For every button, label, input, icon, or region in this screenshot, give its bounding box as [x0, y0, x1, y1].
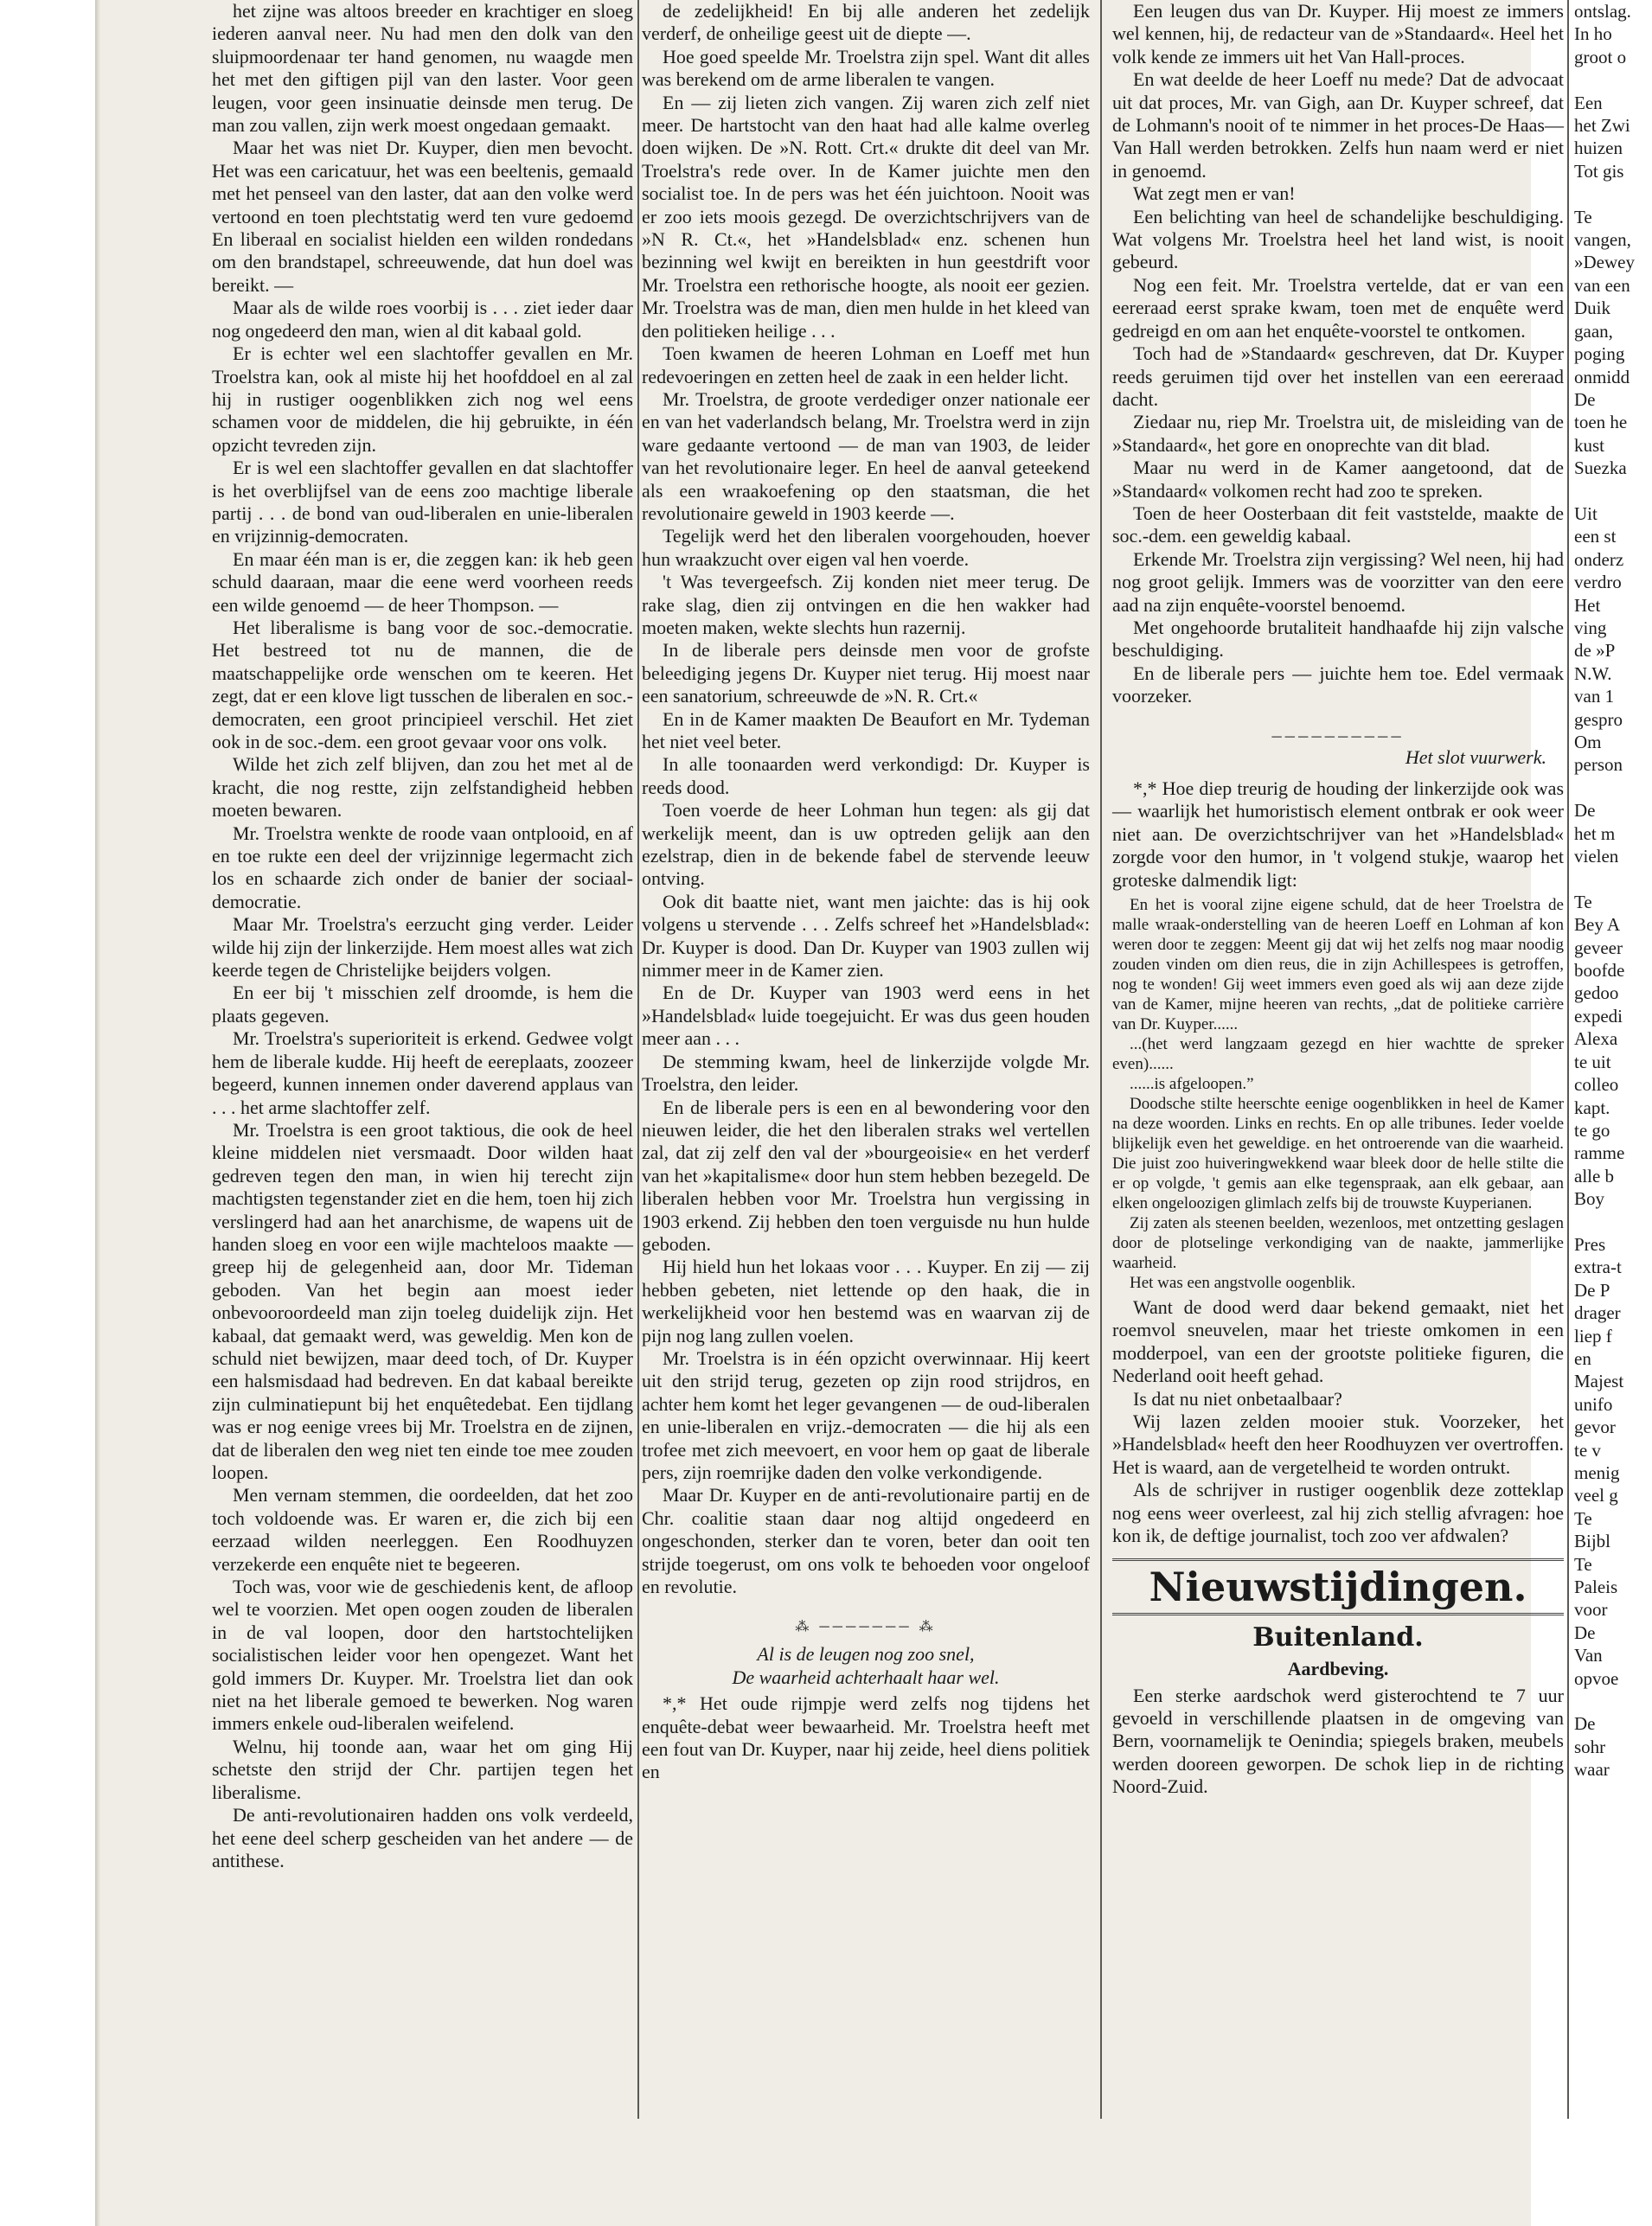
paragraph: 't Was tevergeefsch. Zij konden niet meer terug. De rake slag, dien zij ontvingen en die hen wakker had moeten maken, wekte slechts hun razernij. [642, 571, 1090, 638]
edge-text-fragment: verdro [1574, 572, 1622, 593]
edge-text-fragment: Alexa [1574, 1028, 1618, 1050]
paragraph: Het liberalisme is bang voor de soc.-democratie. Het bestreed tot nu de mannen, die de maatschappelijke orde wenschen om te keeren. Het zegt, dat er een klove ligt tusschen de liberalen en soc.-democraten, een groot principieel verschil. Het ziet ook in de soc.-dem. een groot gevaar voor ons volk. [212, 616, 633, 752]
column-1 [212, 0, 633, 1872]
paragraph: Mr. Troelstra, de groote verdediger onzer nationale eer en van het vaderlandsch belang, Mr. Troelstra werd in zijn ware gedaante vertoond — de man van 1903, de leider van het revolutionaire leger. En heel de aanval geteekend als een wraakoefening op den staatsman, die het revolutionaire geweld in 1903 keerde —. [642, 387, 1090, 524]
paragraph: Met ongehoorde brutaliteit handhaafde hij zijn valsche beschuldiging. [1112, 616, 1564, 662]
paragraph: Toen voerde de heer Lohman hun tegen: als gij dat werkelijk meent, dan is uw optreden gelijk aan den ezelstrap, dien in de bekende fabel de stervende leeuw ontving. [642, 799, 1090, 890]
verse-line: De waarheid achterhaalt haar wel. [732, 1666, 1000, 1688]
paragraph: Wat zegt men er van! [1133, 182, 1296, 205]
column-2 [642, 0, 1090, 1784]
edge-text-fragment: alle b [1574, 1165, 1615, 1187]
newspaper-page [95, 0, 1635, 2226]
paragraph: ......is afgeloopen.” [1130, 1075, 1254, 1094]
edge-text-fragment: ving [1574, 617, 1607, 638]
column-rule [1567, 0, 1569, 2119]
edge-text-fragment: Pres [1574, 1233, 1606, 1255]
edge-text-fragment: onmidd [1574, 366, 1630, 387]
paragraph: Wilde het zich zelf blijven, dan zou het met al de kracht, die nog restte, zijn zelfstandigheid hebben moeten bewaren. [212, 753, 633, 822]
edge-text-fragment: gaan, [1574, 320, 1613, 342]
paragraph: Hoe goed speelde Mr. Troelstra zijn spel. Want dit alles was berekend om de arme liberalen te vangen. [642, 45, 1090, 91]
edge-text-fragment: boofde [1574, 960, 1625, 982]
edge-text-fragment: en [1574, 1347, 1591, 1369]
paragraph: Maar als de wilde roes voorbij is . . . ziet ieder daar nog ongedeerd den man, wien al dit kabaal gold. [212, 297, 633, 342]
paragraph: Hij hield hun het lokaas voor . . . Kuyper. En zij — zij hebben gebeten, niet lettende op den haak, die in werkelijkheid voor hen bestemd was en waarvan zij de pijn nog lang zullen voelen. [642, 1256, 1090, 1346]
edge-text-fragment: ramme [1574, 1142, 1625, 1164]
edge-text-fragment [1574, 1690, 1652, 1712]
edge-text-fragment: Te [1574, 891, 1592, 912]
edge-text-fragment: Een [1574, 92, 1603, 113]
subsection-title: Buitenland. [1252, 1622, 1424, 1653]
edge-text-fragment: liep f [1574, 1325, 1612, 1346]
edge-text-fragment: poging [1574, 343, 1625, 365]
edge-text-fragment: Het [1574, 594, 1601, 616]
paragraph: Erkende Mr. Troelstra zijn vergissing? Wel neen, hij had nog groot gelijk. Immers was de voorzitter van den eere aad na zijn enquête-voorstel benoemd. [1112, 547, 1564, 616]
paragraph: het zijne was altoos breeder en krachtiger en sloeg iederen aanval neer. Nu had men den dolk van den sluipmoordenaar ter hand genomen, nu waagde men het met den giftigen pijl van den laster. Voor geen leugen, voor geen insinuatie deinsde men terug. De man zou vallen, zijn werk moest ongedaan gemaakt. [212, 0, 633, 137]
paragraph: En in de Kamer maakten De Beaufort en Mr. Tydeman het niet veel beter. [642, 707, 1090, 752]
edge-text-fragment: De [1574, 800, 1596, 822]
paragraph: Een sterke aardschok werd gisterochtend te 7 uur gevoeld in verschillende plaatsen in de omgeving van Bern, voornamelijk te Oenindia; spiegels braken, meubels werden dooreen geworpen. De schok liep in de richting Noord-Zuid. [1112, 1684, 1564, 1798]
quoted-passage [1112, 895, 1564, 1293]
verse-line: Al is de leugen nog zoo snel, [757, 1643, 975, 1666]
paragraph: In de liberale pers deinsde men voor de grofste beleediging jegens Dr. Kuyper niet terug. Hij moest naar een sanatorium, schreeuwde de »N. R. Crt.« [642, 639, 1090, 707]
edge-text-fragment: toen he [1574, 412, 1628, 433]
edge-text-fragment: te go [1574, 1119, 1610, 1141]
paragraph: Is dat nu niet onbetaalbaar? [1133, 1387, 1342, 1410]
paragraph: En de liberale pers is een en al bewondering voor den nieuwen leider, die het den liberalen straks wel vertellen zal, dat zij zelf den val der »bourgeoisie« en het verderf van het »kapitalisme« door hun stem hebben bezegeld. De liberalen hebben voor Mr. Troelstra hun vergissing in 1903 erkend. Zij hebben den toen verguisde nu hun hulde geboden. [642, 1096, 1090, 1255]
edge-text-fragment: Te [1574, 1507, 1592, 1529]
edge-text-fragment: Majest [1574, 1371, 1624, 1392]
paragraph: Want de dood werd daar bekend gemaakt, niet het roemvol sneuvelen, maar het trieste omkomen in een modderpoel, van een der grootste politieke figuren, die Nederland ooit heeft gehad. [1112, 1296, 1564, 1387]
paragraph: Een leugen dus van Dr. Kuyper. Hij moest ze immers wel kennen, hij, de redacteur van de »Standaard«. Heel het volk kende ze immers uit het Van Hall-proces. [1112, 0, 1564, 67]
edge-text-fragment: sohr [1574, 1736, 1606, 1757]
paragraph: Mr. Troelstra is in één opzicht overwinnaar. Hij keert uit den strijd terug, gezeten op zijn rood strijdros, en achter hem komt het leger gevangenen — de oud-liberalen en unie-liberalen en vrijz.-democraten — die hij als een trofee met zich meevoert, en voor hem op gaat de liberale pers, zijn roemrijke daden den volke verkondigende. [642, 1346, 1090, 1483]
edge-text-fragment: In ho [1574, 23, 1612, 45]
edge-text-fragment: Bijbl [1574, 1531, 1611, 1552]
column-rule [1100, 0, 1102, 2119]
edge-text-fragment: Om [1574, 732, 1602, 752]
edge-text-fragment: Duik [1574, 297, 1610, 319]
edge-text-fragment: Uit [1574, 502, 1598, 524]
edge-text-fragment: De [1574, 388, 1596, 410]
paragraph: *,* Hoe diep treurig de houding der linkerzijde ook was — waarlijk het humoristisch element ontbrak er ook weer niet aan. De overzichtschrijver van het »Handelsblad« zorgde voor den humor, in 't volgend stukje, waarop het groteske dalmendik ligt: [1112, 777, 1564, 891]
paragraph: Toen kwamen de heeren Lohman en Loeff met hun redevoeringen en zetten heel de zaak in een helder licht. [642, 342, 1090, 387]
edge-text-fragment: gevor [1574, 1417, 1616, 1438]
paragraph: En het is vooral zijne eigene schuld, dat de heer Troelstra de malle wraak-onderstelling van de heeren Loeff en Lohman af kon weren door te zeggen: Meent gij dat wij het zelfs nog maar noodig zouden vinden om dien reus, die in zijn Achillespees is getroffen, nog te wonden! Gij weet immers even goed als wij aan deze zijde van de Kamer, mijne heeren van rechts, „dat de politieke carrière van Dr. Kuyper...... [1112, 896, 1564, 1034]
paragraph: En maar één man is er, die zeggen kan: ik heb geen schuld daaraan, maar die eene werd voorheen reeds een wilde genoemd — de heer Thompson. — [212, 547, 633, 616]
edge-text-fragment: Te [1574, 206, 1592, 227]
paragraph: En de Dr. Kuyper van 1903 werd eens in het »Handelsblad« luide toegejuicht. Er was dus geen houden meer aan . . . [642, 982, 1090, 1050]
paragraph: Men vernam stemmen, die oordeelden, dat het zoo toch voldoende was. Er waren er, die zich bij een eerzaad wilden neerleggen. Een Roodhuyzen verzekerde een enquête niet te begeeren. [212, 1484, 633, 1575]
ornament-divider: ────────── [1271, 729, 1405, 745]
paragraph: Maar Dr. Kuyper en de anti-revolutionaire partij en de Chr. coalitie staan daar nog altijd ongedeerd en ongeschonden, sterker dan te voren, beter dan ooit ten strijde toegerust, om ons volk te behoeden voor ongeloof en revolutie. [642, 1484, 1090, 1598]
edge-text-fragment: person [1574, 754, 1623, 776]
paragraph: Maar het was niet Dr. Kuyper, dien men bevocht. Het was een caricatuur, het was een beeltenis, gemaald met het penseel van den laster, dat aan den volke werd vertoond en toen plechtstatig werd ten vure gedoemd En liberaal en socialist hielden een wilden rondedans om den brandstapel, schreeuwende, dat hun doel was bereikt. — [212, 137, 633, 296]
paragraph: Doodsche stilte heerschte eenige oogenblikken in heel de Kamer na deze woorden. Links en rechts. En op alle tribunes. Ieder voelde blijkelijk even het geweldige. en het ontroerende van die waarheid. Die juist zoo huiveringwekkend waar bleek door de helle stilte die er op volgde, 't gemis aan elke tegenspraak, aan elk gebaar, aan elken ongeloozigen glimlach zelfs bij de trouwste Kuyperianen. [1112, 1095, 1564, 1213]
paragraph: de zedelijkheid! En bij alle anderen het zedelijk verderf, de onheilige geest uit de diepte —. [642, 0, 1090, 45]
paragraph: Er is wel een slachtoffer gevallen en dat slachtoffer is het overblijfsel van de eens zoo machtige liberale partij . . . de bond van oud-liberalen en unie-liberalen en vrijzinnig-democraten. [212, 457, 633, 547]
paragraph: Ziedaar nu, riep Mr. Troelstra uit, de misleiding van de »Standaard«, het gore en onoprechte van dit blad. [1112, 411, 1564, 456]
edge-text-fragment: gespro [1574, 708, 1623, 730]
edge-text-fragment: waar [1574, 1759, 1610, 1781]
paragraph: De anti-revolutionairen hadden ons volk verdeeld, het eene deel scherp gescheiden van het andere — de antithese. [212, 1804, 633, 1871]
paragraph: De stemming kwam, heel de linkerzijde volgde Mr. Troelstra, den leider. [642, 1050, 1090, 1096]
edge-text-fragment: De [1574, 1622, 1596, 1643]
ornament-divider: ⁂ ─────── ⁂ [795, 1620, 937, 1635]
edge-text-fragment: Paleis [1574, 1577, 1618, 1598]
paragraph: *,* Het oude rijmpje werd zelfs nog tijdens het enquête-debat weer bewaarheid. Mr. Troelstra heeft met een fout van Dr. Kuyper, naar hij zeide, heel diens politiek en [642, 1692, 1090, 1783]
paragraph: Toen de heer Oosterbaan dit feit vaststelde, maakte de soc.-dem. een geweldig kabaal. [1112, 502, 1564, 547]
paragraph: Een belichting van heel de schandelijke beschuldiging. Wat volgens Mr. Troelstra heel het land wist, is nooit gebeurd. [1112, 205, 1564, 273]
edge-text-fragment [1574, 68, 1652, 91]
edge-text-fragment: unifo [1574, 1393, 1613, 1415]
paragraph: Toch was, voor wie de geschiedenis kent, de afloop wel te voorzien. Met open oogen zouden de liberalen in de val loopen, door den hartstochtelijken socialistischen leider voor hen opengezet. Want het gold immers Dr. Kuyper. Mr. Troelstra liet dan ook niet na het liberale gemoed te bewerken. Nog waren immers enkele oud-liberalen weifelend. [212, 1576, 633, 1735]
edge-text-fragment: kust [1574, 434, 1605, 456]
edge-text-fragment: extra-t [1574, 1257, 1622, 1278]
paragraph: En wat deelde de heer Loeff nu mede? Dat de advocaat uit dat proces, Mr. van Gigh, aan Dr. Kuyper schreef, dat de Lohmann's nooit of te nimmer in het proces-De Haas—Van Hall werden betrokken. Zelfs hun naam werd er niet in genoemd. [1112, 68, 1564, 182]
subheading: Het slot vuurwerk. [1405, 745, 1546, 768]
paragraph: In alle toonaarden werd verkondigd: Dr. Kuyper is reeds dood. [642, 753, 1090, 798]
paragraph: Als de schrijver in rustiger oogenblik deze zotteklap nog eens weer overleest, zal hij zich stellig afvragen: hoe kon ik, de deftige journalist, toch zoo ver afdwalen? [1112, 1479, 1564, 1547]
paragraph: Nog een feit. Mr. Troelstra vertelde, dat er van een eereraad eerst sprake kwam, toen met de enquête werd gedreigd en om aan het enquête-voorstel te ontkomen. [1112, 273, 1564, 342]
edge-text-fragment [1574, 777, 1652, 799]
paragraph: Tegelijk werd het den liberalen voorgehouden, hoever hun wraakzucht over eigen val hen voerde. [642, 525, 1090, 570]
edge-text-fragment: de »P [1574, 640, 1616, 662]
verse [642, 1643, 1090, 1689]
edge-text-fragment [1574, 480, 1652, 502]
paragraph: Ook dit baatte niet, want men jaichte: das is hij ook volgens u stervende . . . Zelfs schreef het »Handelsblad«: Dr. Kuyper is dood. Dan Dr. Kuyper van 1903 zullen wij nimmer meer in de Kamer zien. [642, 890, 1090, 982]
column-rule [637, 0, 639, 2119]
edge-text-fragment: Te [1574, 1553, 1592, 1575]
edge-text-fragment: Suezka [1574, 457, 1627, 479]
edge-text-fragment: te uit [1574, 1051, 1611, 1072]
edge-text-fragment: Boy [1574, 1188, 1605, 1210]
paragraph: Maar Mr. Troelstra's eerzucht ging verder. Leider wilde hij zijn der linkerzijde. Hem moest alles wat zich keerde tegen de Christelijke beijders volgen. [212, 913, 633, 982]
edge-text-fragment: van een [1574, 274, 1630, 296]
paragraph: Er is echter wel een slachtoffer gevallen en Mr. Troelstra kan, ook al miste hij het hoofddoel en al zal hij in rustiger oogenblikken zich nog wel eens schamen voor de middelen, die hij gebruikte, in één opzicht tevreden zijn. [212, 342, 633, 456]
section-title: Nieuwstijdingen. [1112, 1558, 1564, 1615]
edge-text-fragment: De P [1574, 1279, 1610, 1301]
edge-text-fragment: expedi [1574, 1005, 1623, 1027]
paragraph: ...(het werd langzaam gezegd en hier wachtte de spreker even)...... [1112, 1035, 1564, 1074]
edge-text-fragment: voor [1574, 1599, 1608, 1621]
edge-text-fragment: het m [1574, 822, 1616, 844]
paragraph: Wij lazen zelden mooier stuk. Voorzeker, het »Handelsblad« heeft den heer Roodhuyzen ver overtroffen. Het is waard, aan de vergetelheid te worden ontrukt. [1112, 1410, 1564, 1478]
paragraph: En de liberale pers — juichte hem toe. Edel vermaak voorzeker. [1112, 662, 1564, 707]
paragraph: Maar nu werd in de Kamer aangetoond, dat de »Standaard« volkomen recht had zoo te spreken. [1112, 457, 1564, 502]
edge-text-fragment: veel g [1574, 1485, 1618, 1506]
edge-text-fragment: N.W. [1574, 662, 1612, 684]
edge-text-fragment: van 1 [1574, 686, 1615, 707]
edge-text-fragment: een st [1574, 526, 1617, 547]
edge-text-fragment: drager [1574, 1302, 1621, 1324]
edge-text-fragment [1574, 182, 1652, 205]
paragraph: En eer bij 't misschien zelf droomde, is hem die plaats gegeven. [212, 982, 633, 1027]
edge-text-fragment: het Zwi [1574, 115, 1630, 137]
edge-text-fragment: vielen [1574, 846, 1619, 867]
edge-text-fragment: kapt. [1574, 1097, 1610, 1118]
edge-text-fragment: colleo [1574, 1074, 1619, 1096]
edge-text-fragment: opvoe [1574, 1667, 1619, 1689]
edge-text-fragment: Bey A [1574, 914, 1621, 936]
paragraph: Zij zaten als steenen beelden, wezenloos, met ontzetting geslagen door de plotselinge verkondiging van de naakte, jammerlijke waarheid. [1112, 1214, 1564, 1273]
edge-text-fragment: onderz [1574, 548, 1624, 570]
paragraph: Toch had de »Standaard« geschreven, dat Dr. Kuyper reeds geruimen tijd over het instellen van een eereraad dacht. [1112, 342, 1564, 410]
edge-text-fragment: De [1574, 1713, 1596, 1735]
edge-text-fragment: »Dewey [1574, 252, 1635, 273]
edge-text-fragment: menig [1574, 1462, 1620, 1483]
edge-text-fragment: geveer [1574, 937, 1623, 958]
edge-text-fragment: vangen, [1574, 229, 1631, 251]
paragraph: Mr. Troelstra wenkte de roode vaan ontplooid, en af en toe rukte een deel der vrijzinnige legermacht zich los en schaarde zich onder de banier der sociaal-democratie. [212, 822, 633, 912]
column-3 [1112, 0, 1564, 1799]
edge-text-fragment: ontslag. [1574, 1, 1631, 22]
edge-text-fragment: te v [1574, 1439, 1601, 1461]
edge-text-fragment: gedoo [1574, 982, 1619, 1004]
edge-text-fragment [1574, 867, 1652, 890]
edge-text-fragment [1574, 1211, 1652, 1233]
article-title: Aardbeving. [1287, 1657, 1389, 1679]
edge-text-fragment: Van [1574, 1645, 1603, 1666]
paragraph: Welnu, hij toonde aan, waar het om ging Hij schetste den strijd der Chr. partijen tegen het liberalisme. [212, 1735, 633, 1803]
paragraph: En — zij lieten zich vangen. Zij waren zich zelf niet meer. De hartstocht van den haat had alle kalme overleg doen wijken. De »N. Rott. Crt.« drukte dit deel van Mr. Troelstra's rede over. In de Kamer juichte men den socialist toe. In de pers was het één juichtoon. Nooit was er zoo iets moois gezegd. De overzichtschrijvers van de »N R. Ct.«, het »Handelsblad« enz. schenen hun bezinning wel kwijt en bereikten in hun geestdrift voor Mr. Troelstra een rethorische hoogte, als nooit eer gezien. Mr. Troelstra was de man, dien men hulde in het kleed van den politieken heilige . . . [642, 91, 1090, 342]
edge-text-fragment: Tot gis [1574, 160, 1624, 182]
edge-column-fragment [1574, 0, 1652, 2226]
paragraph: Mr. Troelstra is een groot taktious, die ook de heel kleine middelen niet versmaadt. Door wilden haat gedreven tegen den man, in wien hij terecht zijn machtigsten tegenstander ziet en die hem, toen hij zich verslingerd had aan het anarchisme, de wapens uit de handen sloeg en voor een wijle machteloos maakte — greep hij de gelegenheid aan, door Mr. Tideman geboden. Van het begin aan moest ieder onbevooroordeeld man zijn toeleg duidelijk zijn. Het kabaal, dat gemaakt werd, was geweldig. Men kon de schuld niet bewijzen, maar deed toch, of Dr. Kuyper een halsmisdaad had bedreven. En dat kabaal bereikte zijn culminatiepunt bij het enquêtedebat. Een tijdlang was er nog eenige vrees bij Mr. Troelstra en de zijnen, dat de liberalen den weg niet ten einde toe mee zouden loopen. [212, 1118, 633, 1483]
edge-text-fragment: groot o [1574, 46, 1627, 67]
edge-text-fragment: huizen [1574, 138, 1623, 159]
paragraph: Mr. Troelstra's superioriteit is erkend. Gedwee volgt hem de liberale kudde. Hij heeft de eereplaats, zoozeer begeerd, kunnen innemen onder daverend applaus van . . . het arme slachtoffer zelf. [212, 1027, 633, 1118]
paragraph: Het was een angstvolle oogenblik. [1130, 1274, 1356, 1293]
